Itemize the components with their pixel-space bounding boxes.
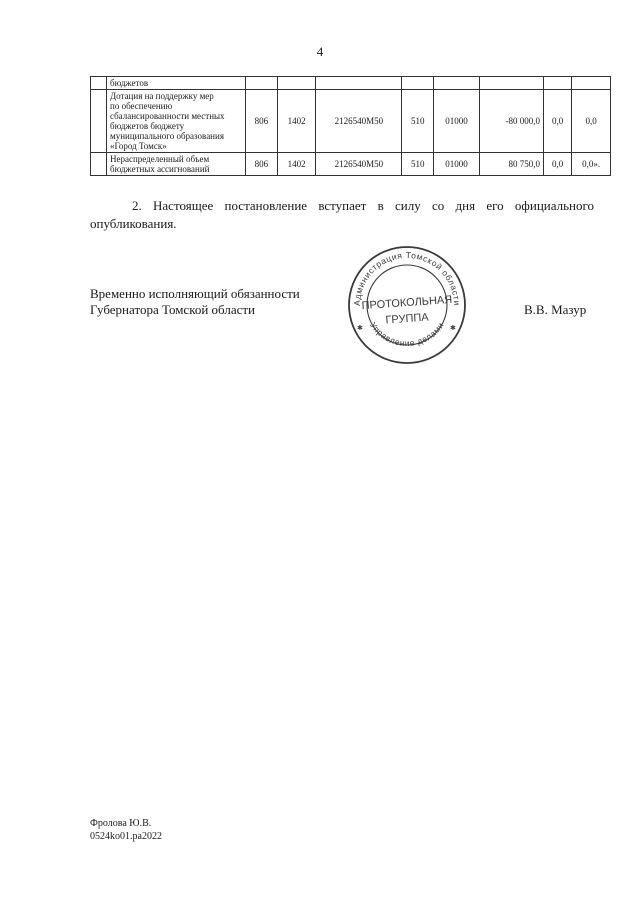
name-line: бюджетов бюджету bbox=[110, 121, 185, 131]
table-cell: 0,0 bbox=[572, 90, 611, 153]
footer bbox=[90, 817, 162, 843]
stamp-inner-line2: ГРУППА bbox=[385, 311, 430, 327]
signer-position-line: Губернатора Томской области bbox=[90, 302, 256, 317]
table-cell bbox=[277, 77, 316, 90]
table-cell bbox=[434, 77, 480, 90]
table-cell bbox=[246, 77, 278, 90]
table-cell: 80 750,0 bbox=[479, 153, 543, 176]
name-line: бюджетных ассигнований bbox=[110, 164, 210, 174]
name-line: сбалансированности местных bbox=[110, 111, 225, 121]
table-cell: 0,0 bbox=[544, 153, 572, 176]
signer-position-line: Временно исполняющий обязанности bbox=[90, 286, 300, 301]
table-cell bbox=[316, 77, 402, 90]
name-line: Дотация на поддержку мер bbox=[110, 91, 214, 101]
table-cell-blank bbox=[91, 77, 107, 90]
table-cell bbox=[572, 77, 611, 90]
table-cell-name bbox=[107, 90, 246, 153]
table-cell-blank bbox=[91, 153, 107, 176]
name-line: Нераспределенный объем bbox=[110, 154, 210, 164]
stamp-inner-line1: ПРОТОКОЛЬНАЯ bbox=[361, 293, 453, 313]
table-cell: 0,0 bbox=[544, 90, 572, 153]
footer-code: 0524ko01.pa2022 bbox=[90, 831, 162, 842]
table-cell-blank bbox=[91, 90, 107, 153]
table-cell: 510 bbox=[402, 90, 434, 153]
name-line: «Город Томск» bbox=[110, 141, 167, 151]
table-cell-name bbox=[107, 153, 246, 176]
name-line: муниципального образования bbox=[110, 131, 224, 141]
effective-clause: 2. Настоящее постановление вступает в силу со дня его официального опубликования. bbox=[90, 198, 594, 231]
table-row bbox=[91, 90, 611, 153]
stamp-star-left: ✱ bbox=[357, 324, 363, 332]
table-cell bbox=[479, 77, 543, 90]
stamp-star-right: ✱ bbox=[450, 324, 456, 332]
stamp-outer-text-bottom: Управление делами bbox=[368, 320, 446, 349]
table-cell: 1402 bbox=[277, 90, 316, 153]
table-cell: 1402 bbox=[277, 153, 316, 176]
table-row bbox=[91, 153, 611, 176]
table-row bbox=[91, 77, 611, 90]
table-cell: 510 bbox=[402, 153, 434, 176]
stamp-outer-text: Администрация Томской области bbox=[351, 249, 463, 307]
table-cell: 806 bbox=[246, 153, 278, 176]
table-cell: 2126540М50 bbox=[316, 153, 402, 176]
table-cell bbox=[544, 77, 572, 90]
footer-author: Фролова Ю.В. bbox=[90, 818, 152, 829]
table-cell: 2126540М50 bbox=[316, 90, 402, 153]
table-cell-name: бюджетов bbox=[107, 77, 246, 90]
table-cell: 0,0». bbox=[572, 153, 611, 176]
signer-position bbox=[90, 286, 300, 318]
budget-table bbox=[90, 76, 611, 176]
page-number: 4 bbox=[316, 44, 324, 59]
table-cell bbox=[402, 77, 434, 90]
protocol-group-stamp bbox=[346, 244, 468, 366]
table-cell: 01000 bbox=[434, 90, 480, 153]
signer-name: В.В. Мазур bbox=[524, 302, 587, 317]
table-cell: -80 000,0 bbox=[479, 90, 543, 153]
table-cell: 806 bbox=[246, 90, 278, 153]
table-cell: 01000 bbox=[434, 153, 480, 176]
name-line: по обеспечению bbox=[110, 101, 173, 111]
